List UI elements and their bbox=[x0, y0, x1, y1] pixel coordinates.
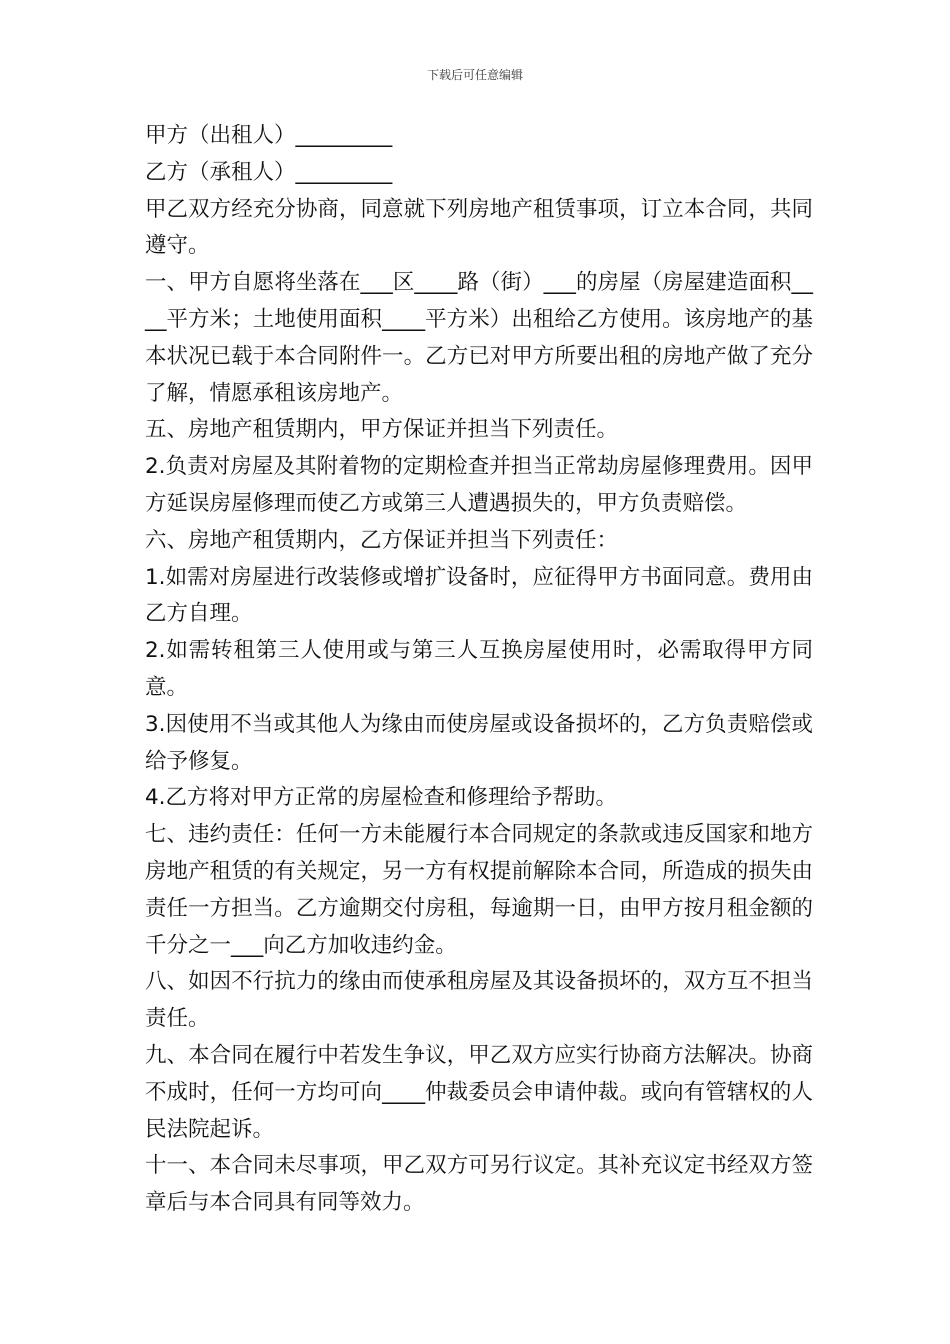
clause-8-paragraph: 八、如因不行抗力的缘由而使承租房屋及其设备损坏的，双方互不担当责任。 bbox=[145, 969, 813, 1032]
clause-6-item-2: 2.如需转租第三人使用或与第三人互换房屋使用时，必需取得甲方同意。 bbox=[145, 638, 813, 700]
preamble-paragraph: 甲乙双方经充分协商，同意就下列房地产租赁事项，订立本合同，共同遵守。 bbox=[145, 196, 813, 259]
clause-6-item-4: 4.乙方将对甲方正常的房屋检查和修理给予帮助。 bbox=[145, 785, 618, 811]
clause-9-paragraph: 九、本合同在履行中若发生争议，甲乙双方应实行协商方法解决。协商不成时，任何一方均可向____仲裁委员会申请仲裁。或向有管辖权的人民法院起诉。 bbox=[145, 1042, 813, 1142]
clause-6-item-3: 3.因使用不当或其他人为缘由而使房屋或设备损坏的，乙方负责赔偿或给予修复。 bbox=[145, 711, 813, 774]
party-a-line: 甲方（出租人）_________ bbox=[145, 123, 393, 148]
party-b-line: 乙方（承租人）_________ bbox=[145, 159, 393, 185]
clause-7-paragraph: 七、违约责任：任何一方未能履行本合同规定的条款或违反国家和地方房地产租赁的有关规定，另一方有权提前解除本合同，所造成的损失由责任一方担当。乙方逾期交付房租，每逾期一日，由甲方按月租金额的千分之一___向乙方加收违约金。 bbox=[145, 822, 813, 958]
clause-5-item-2: 2.负责对房屋及其附着物的定期检查并担当正常劫房屋修理费用。因甲方延误房屋修理而使乙方或第三人遭遇损失的，甲方负责赔偿。 bbox=[145, 454, 813, 516]
clause-6-item-1: 1.如需对房屋进行改装修或增扩设备时，应征得甲方书面同意。费用由乙方自理。 bbox=[145, 564, 813, 627]
clause-6-heading: 六、房地产租赁期内，乙方保证并担当下列责任： bbox=[145, 527, 619, 553]
clause-1-paragraph: 一、甲方自愿将坐落在___区____路（街）___的房屋（房屋建造面积____平方米；土地使用面积____平方米）出租给乙方使用。该房地产的基本状况已载于本合同附件一。乙方已对甲方所要出租的房地产做了充分了解，情愿承租该房地产。 bbox=[145, 270, 813, 406]
page-header-note: 下载后可任意编辑 bbox=[426, 68, 523, 82]
contract-body bbox=[145, 118, 813, 1222]
clause-11-paragraph: 十一、本合同未尽事项，甲乙双方可另行议定。其补充议定书经双方签章后与本合同具有同等效力。 bbox=[145, 1153, 813, 1216]
clause-5-heading: 五、房地产租赁期内，甲方保证并担当下列责任。 bbox=[145, 417, 619, 443]
